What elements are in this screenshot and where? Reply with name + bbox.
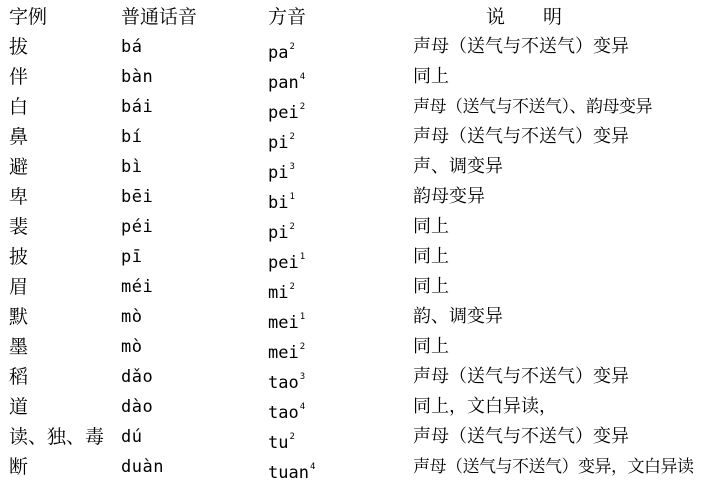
row-pinyin: dú bbox=[121, 427, 143, 447]
table-row bbox=[0, 302, 719, 332]
row-tone: 3 bbox=[289, 162, 295, 172]
header-dialect: 方音 bbox=[268, 6, 307, 28]
row-note: 声、调变异 bbox=[413, 156, 503, 177]
row-tone: 1 bbox=[299, 252, 306, 262]
row-tone: 1 bbox=[289, 192, 295, 202]
table-row bbox=[0, 272, 719, 302]
table-row bbox=[0, 92, 719, 122]
row-tone: 2 bbox=[289, 132, 295, 142]
row-char: 眉 bbox=[9, 276, 29, 298]
header-char-example: 字例 bbox=[9, 6, 48, 28]
row-char: 稻 bbox=[9, 366, 29, 388]
row-dialect-text: tao bbox=[268, 403, 299, 423]
row-char: 裴 bbox=[9, 216, 29, 238]
table-row bbox=[0, 362, 719, 392]
row-note: 同上 bbox=[413, 336, 449, 357]
row-dialect-text: mei bbox=[268, 343, 299, 363]
row-char: 披 bbox=[9, 246, 29, 268]
row-pinyin: pī bbox=[121, 247, 143, 267]
row-pinyin: duàn bbox=[121, 457, 164, 477]
table-row bbox=[0, 182, 719, 212]
row-pinyin: bì bbox=[121, 157, 143, 177]
row-pinyin: mò bbox=[121, 307, 143, 327]
row-dialect-text: pi bbox=[268, 133, 289, 153]
row-note: 同上，文白异读， bbox=[413, 396, 557, 417]
row-note: 同上 bbox=[413, 216, 449, 237]
row-tone: 2 bbox=[289, 432, 295, 442]
table-row bbox=[0, 32, 719, 62]
row-note: 声母（送气与不送气）变异 bbox=[413, 366, 629, 387]
row-pinyin: péi bbox=[121, 217, 154, 237]
row-note: 韵母变异 bbox=[413, 186, 485, 207]
row-note: 同上 bbox=[413, 276, 449, 297]
row-note: 韵、调变异 bbox=[413, 306, 503, 327]
row-note: 声母（送气与不送气）变异 bbox=[413, 126, 629, 147]
row-tone: 2 bbox=[289, 282, 295, 292]
row-char: 白 bbox=[9, 96, 29, 118]
row-dialect-text: mi bbox=[268, 283, 289, 303]
row-char: 鼻 bbox=[9, 126, 29, 148]
row-pinyin: bàn bbox=[121, 67, 154, 87]
row-pinyin: méi bbox=[121, 277, 154, 297]
row-tone: 2 bbox=[289, 42, 295, 52]
table-row bbox=[0, 152, 719, 182]
row-tone: 3 bbox=[299, 372, 306, 382]
row-pinyin: bái bbox=[121, 97, 154, 117]
row-char: 拔 bbox=[9, 36, 29, 58]
row-char: 墨 bbox=[9, 336, 29, 358]
row-dialect-text: pei bbox=[268, 253, 299, 273]
row-char: 伴 bbox=[9, 66, 29, 88]
row-char: 卑 bbox=[9, 186, 29, 208]
row-note: 同上 bbox=[413, 246, 449, 267]
header-note: 说明 bbox=[486, 6, 601, 28]
row-dialect-text: tao bbox=[268, 373, 299, 393]
row-note: 声母（送气与不送气）变异，文白异读 bbox=[413, 457, 694, 477]
table-row bbox=[0, 62, 719, 92]
row-char: 断 bbox=[9, 456, 29, 478]
row-tone: 4 bbox=[309, 462, 316, 472]
row-dialect-text: tu bbox=[268, 433, 289, 453]
row-dialect-text: bi bbox=[268, 193, 289, 213]
row-char: 避 bbox=[9, 156, 29, 178]
row-dialect-text: mei bbox=[268, 313, 299, 333]
row-tone: 2 bbox=[299, 342, 306, 352]
row-pinyin: bēi bbox=[121, 187, 154, 207]
row-dialect-text: pei bbox=[268, 103, 299, 123]
row-pinyin: mò bbox=[121, 337, 143, 357]
row-dialect bbox=[268, 452, 315, 488]
row-tone: 2 bbox=[289, 222, 295, 232]
row-tone: 4 bbox=[299, 402, 306, 412]
row-dialect-text: pi bbox=[268, 163, 289, 183]
row-dialect-text: tuan bbox=[268, 463, 309, 483]
row-tone: 1 bbox=[299, 312, 306, 322]
row-dialect-text: pan bbox=[268, 73, 299, 93]
row-pinyin: bá bbox=[121, 37, 143, 57]
row-dialect-text: pi bbox=[268, 223, 289, 243]
table-header bbox=[0, 2, 719, 32]
row-note: 声母（送气与不送气）、韵母变异 bbox=[413, 97, 652, 117]
row-pinyin: bí bbox=[121, 127, 143, 147]
table-row bbox=[0, 452, 719, 482]
row-tone: 4 bbox=[299, 72, 306, 82]
table-row bbox=[0, 392, 719, 422]
table-row bbox=[0, 422, 719, 452]
table-row bbox=[0, 212, 719, 242]
row-tone: 2 bbox=[299, 102, 306, 112]
row-pinyin: dào bbox=[121, 397, 154, 417]
table-row bbox=[0, 122, 719, 152]
row-char: 默 bbox=[9, 306, 29, 328]
row-note: 声母（送气与不送气）变异 bbox=[413, 426, 629, 447]
header-mandarin: 普通话音 bbox=[121, 6, 198, 28]
table-row bbox=[0, 332, 719, 362]
table-row bbox=[0, 242, 719, 272]
row-note: 声母（送气与不送气）变异 bbox=[413, 36, 629, 57]
row-char: 读、独、毒 bbox=[9, 426, 105, 448]
row-note: 同上 bbox=[413, 66, 449, 87]
row-pinyin: dǎo bbox=[121, 367, 154, 387]
row-dialect-text: pa bbox=[268, 43, 289, 63]
row-char: 道 bbox=[9, 396, 29, 418]
